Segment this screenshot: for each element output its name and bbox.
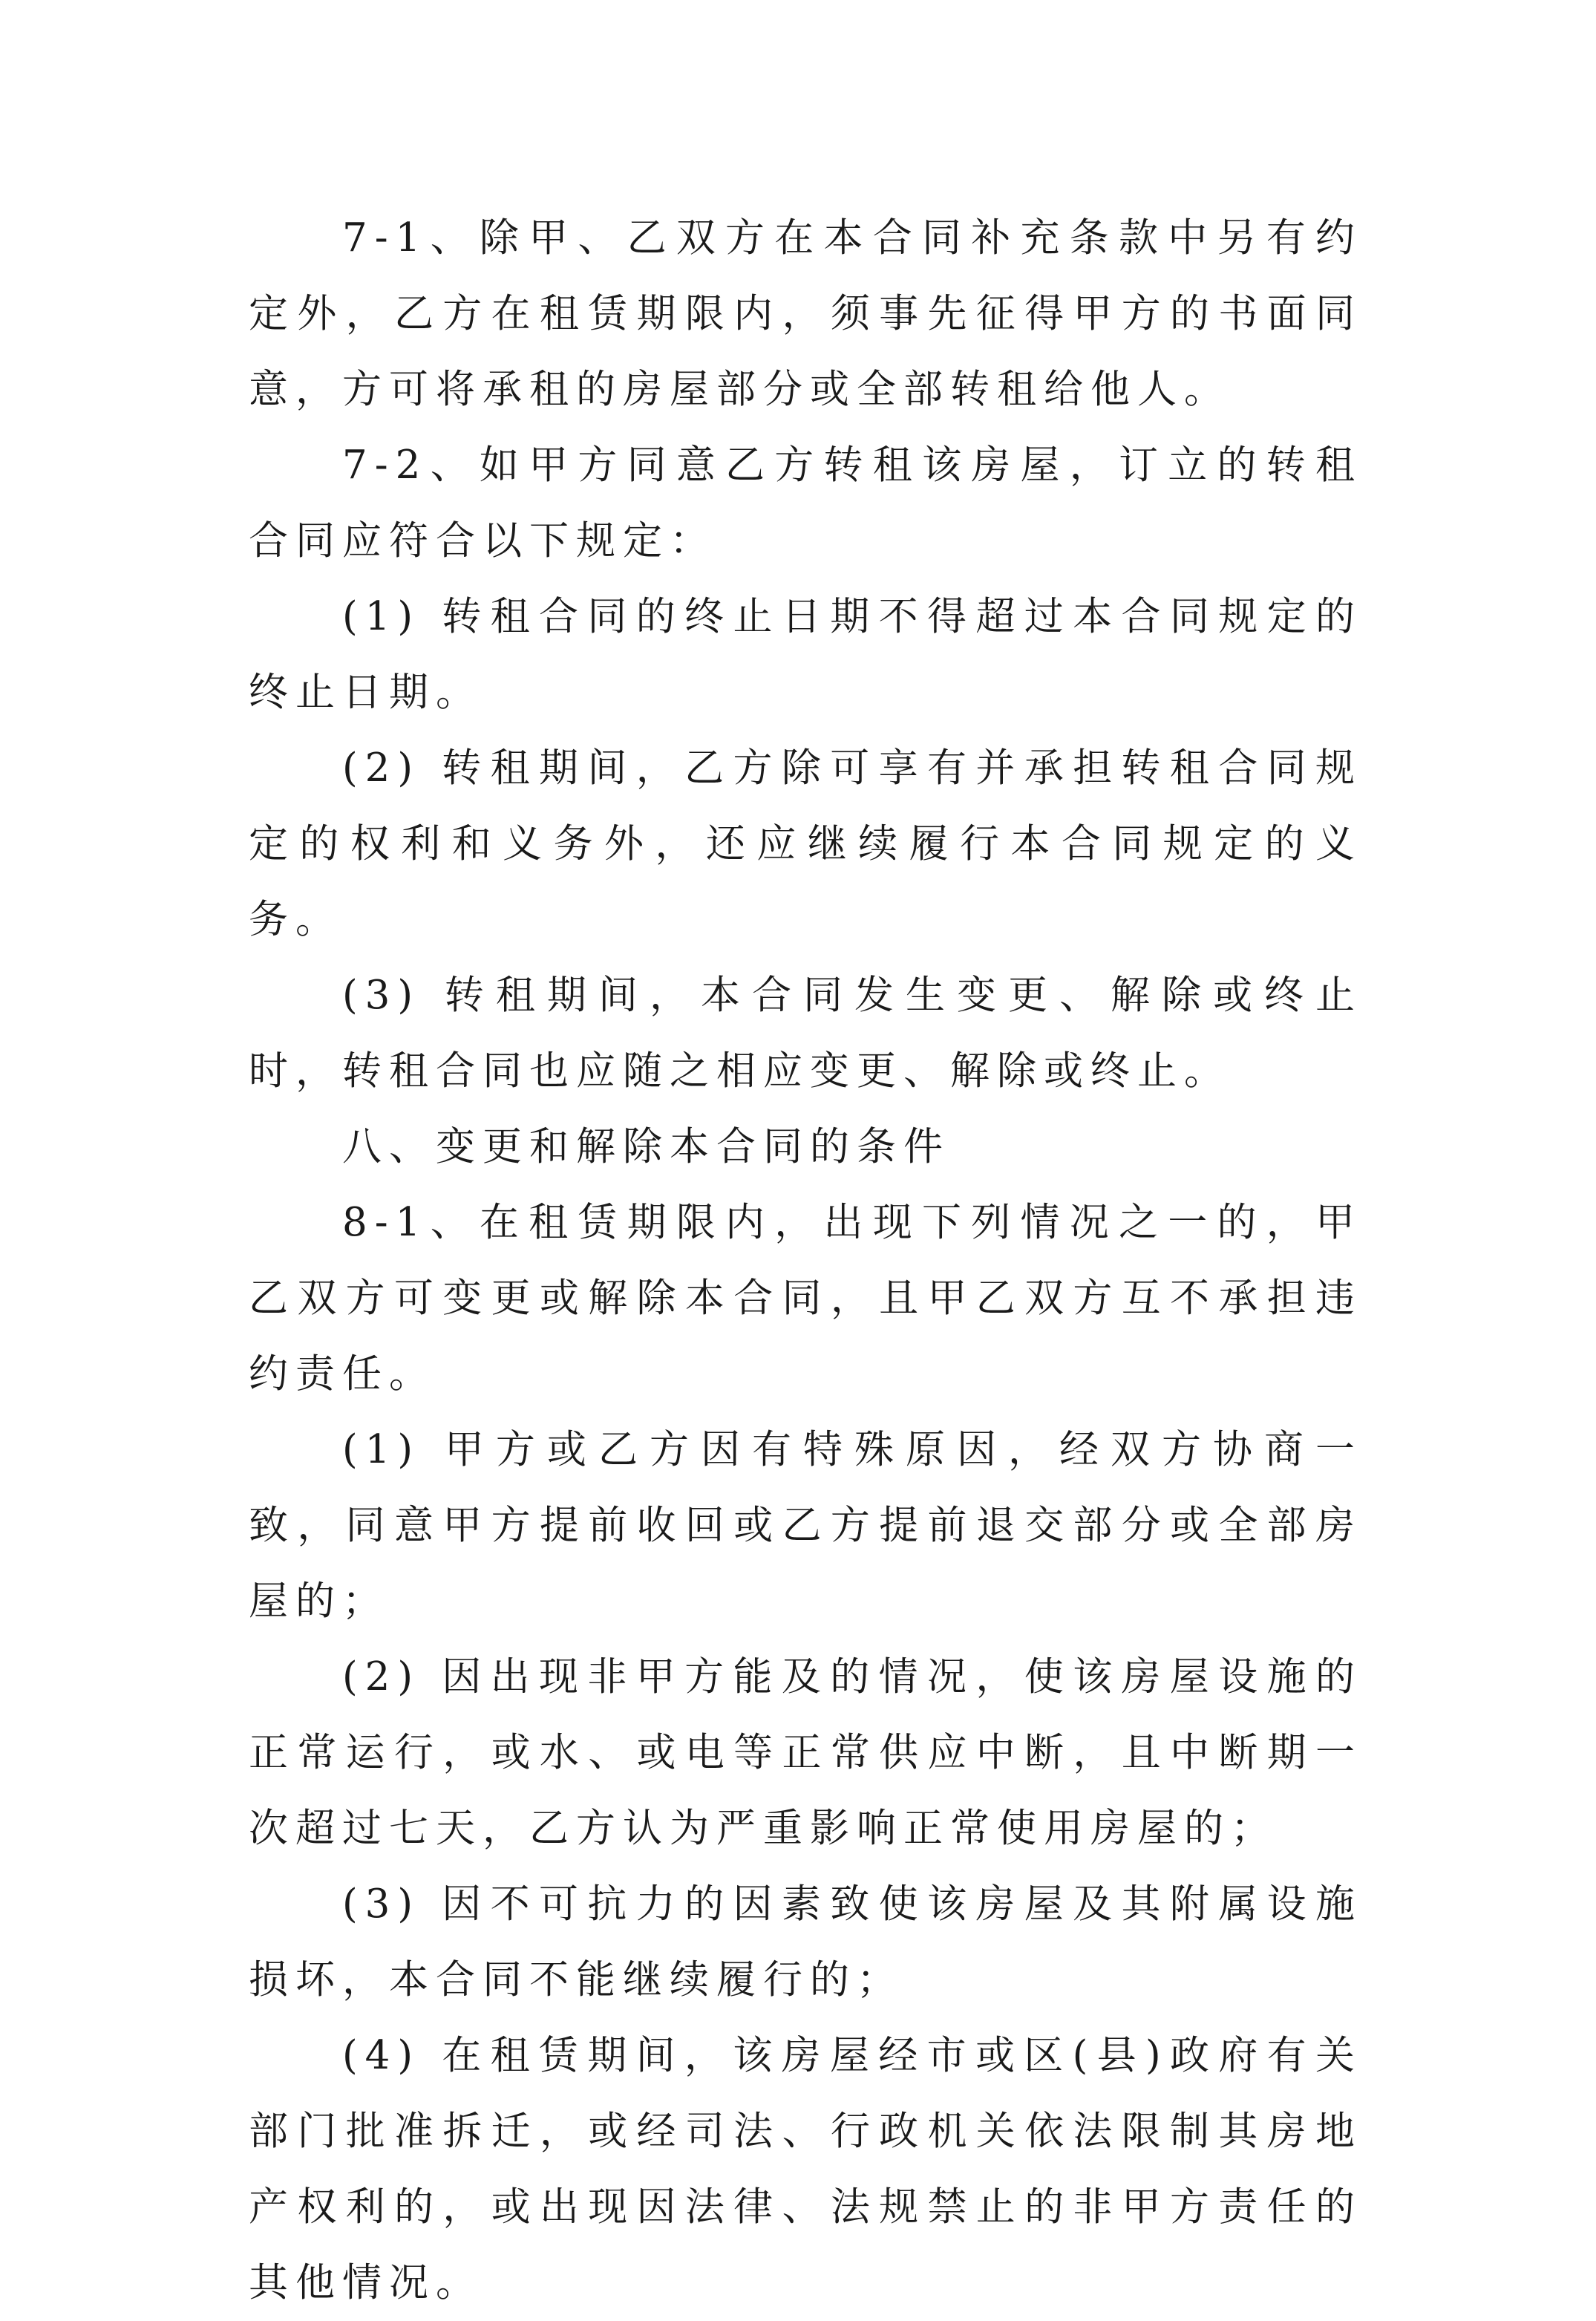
paragraph-8-1-item-3: (3) 因不可抗力的因素致使该房屋及其附属设施损坏，本合同不能继续履行的； xyxy=(249,1881,1362,2002)
paragraph-7-2-item-1: (1) 转租合同的终止日期不得超过本合同规定的终止日期。 xyxy=(249,594,1362,715)
paragraph-7-2-item-3: (3) 转租期间，本合同发生变更、解除或终止时，转租合同也应随之相应变更、解除或终止。 xyxy=(249,973,1362,1094)
paragraph-7-1: 7-1、除甲、乙双方在本合同补充条款中另有约定外，乙方在租赁期限内，须事先征得甲方的书面同意，方可将承租的房屋部分或全部转租给他人。 xyxy=(249,215,1362,412)
paragraph-8-1-item-1: (1) 甲方或乙方因有特殊原因，经双方协商一致，同意甲方提前收回或乙方提前退交部分或全部房屋的； xyxy=(249,1427,1362,1624)
document-body xyxy=(249,200,1362,2321)
section-heading-8: 八、变更和解除本合同的条件 xyxy=(342,1124,950,1169)
paragraph-7-2: 7-2、如甲方同意乙方转租该房屋，订立的转租合同应符合以下规定： xyxy=(249,443,1362,564)
paragraph-8-1-item-2: (2) 因出现非甲方能及的情况，使该房屋设施的正常运行，或水、或电等正常供应中断，且中断期一次超过七天，乙方认为严重影响正常使用房屋的； xyxy=(249,1654,1362,1851)
paragraph-8-1: 8-1、在租赁期限内，出现下列情况之一的，甲乙双方可变更或解除本合同，且甲乙双方互不承担违约责任。 xyxy=(249,1200,1362,1397)
paragraph-7-2-item-2: (2) 转租期间，乙方除可享有并承担转租合同规定的权利和义务外，还应继续履行本合同规定的义务。 xyxy=(249,745,1362,942)
paragraph-8-1-item-4: (4) 在租赁期间，该房屋经市或区(县)政府有关部门批准拆迁，或经司法、行政机关依法限制其房地产权利的，或出现因法律、法规禁止的非甲方责任的其他情况。 xyxy=(249,2033,1362,2305)
